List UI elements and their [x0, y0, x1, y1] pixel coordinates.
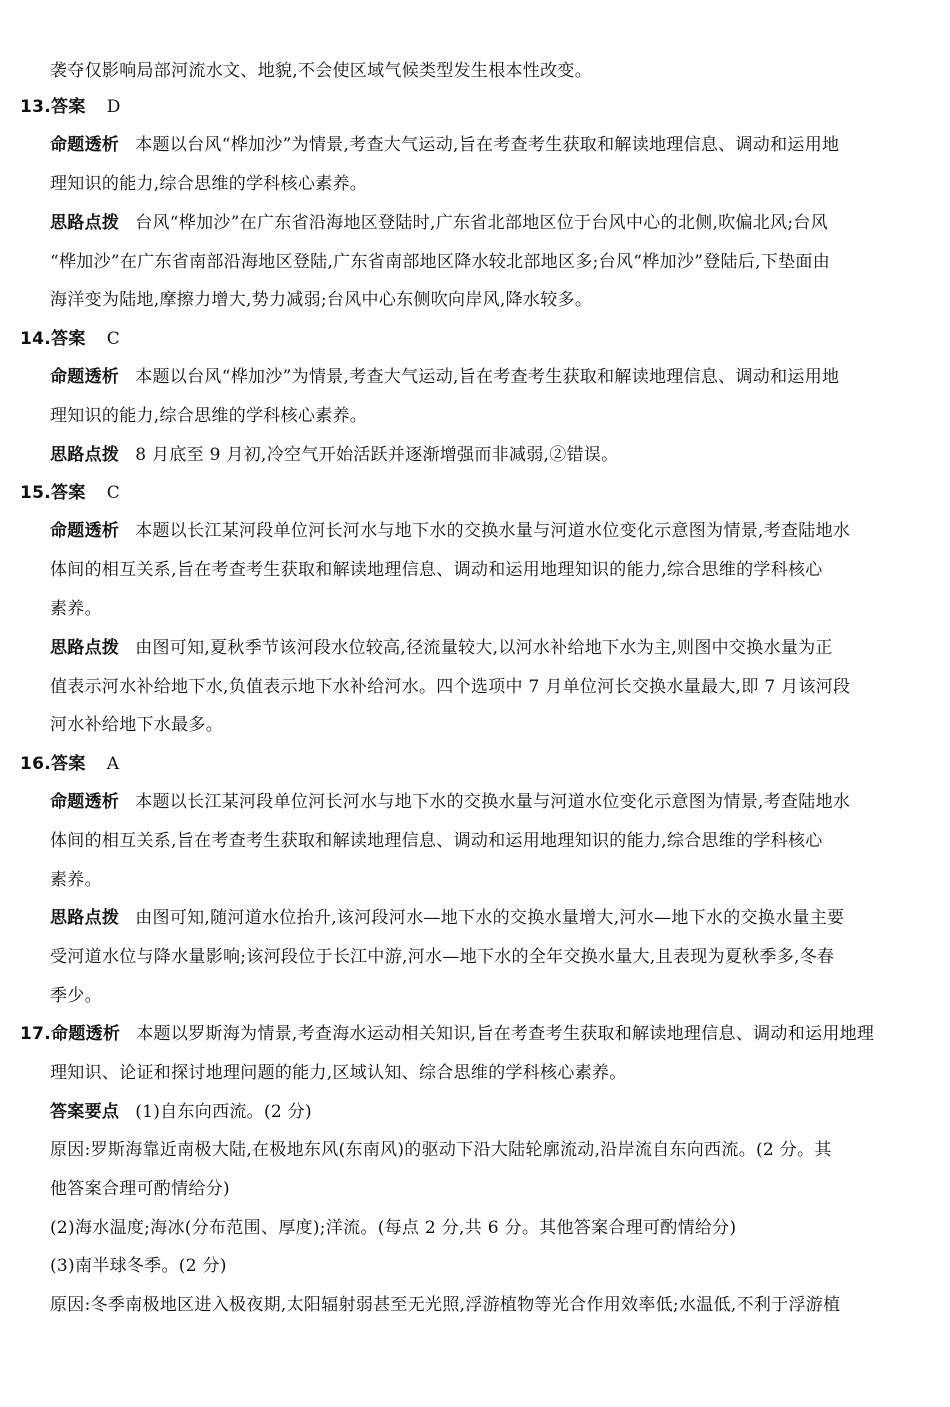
q15-thinking [50, 636, 833, 660]
text-line: 素养。 [50, 870, 102, 890]
q14-answer-label: 答案 [51, 329, 86, 349]
q14-thinking-text: 8 月底至 9 月初,冷空气开始活跃并逐渐增强而非减弱,②错误。 [135, 445, 619, 465]
text-line: 海洋变为陆地,摩擦力增大,势力减弱;台风中心东侧吹向岸风,降水较多。 [50, 290, 593, 310]
proposition-label: 命题透析 [50, 135, 120, 155]
q13-thinking [50, 211, 828, 235]
q16-proposition-text: 本题以长江某河段单位河长河水与地下水的交换水量与河道水位变化示意图为情景,考查陆地水 [135, 792, 851, 812]
proposition-label: 命题透析 [50, 367, 120, 387]
text-line: 原因:冬季南极地区进入极夜期,太阳辐射弱甚至无光照,浮游植物等光合作用效率低;水温低,不利于浮游植 [50, 1295, 841, 1315]
answer-points-label: 答案要点 [50, 1102, 120, 1122]
q15-number: 15. [20, 483, 52, 503]
q16-number: 16. [20, 754, 52, 774]
q17-number: 17. [20, 1024, 52, 1044]
q14-proposition-text: 本题以台风“桦加沙”为情景,考查大气运动,旨在考查考生获取和解读地理信息、调动和运用地 [135, 367, 840, 387]
q15-answer-label: 答案 [51, 483, 86, 503]
proposition-label: 命题透析 [50, 792, 120, 812]
q13-thinking-text: 台风“桦加沙”在广东省沿海地区登陆时,广东省北部地区位于台风中心的北侧,吹偏北风;台风 [135, 213, 829, 233]
text-line: (2)海水温度;海冰(分布范围、厚度);洋流。(每点 2 分,共 6 分。其他答案合理可酌情给分) [50, 1218, 737, 1238]
text-line: 体间的相互关系,旨在考查考生获取和解读地理信息、调动和运用地理知识的能力,综合思维的学科核心 [50, 560, 823, 580]
q14-proposition [50, 365, 839, 389]
proposition-label: 命题透析 [51, 1024, 121, 1044]
text-line: 袭夺仅影响局部河流水文、地貌,不会使区域气候类型发生根本性改变。 [50, 61, 593, 81]
text-line: 值表示河水补给地下水,负值表示地下水补给河水。四个选项中 7 月单位河长交换水量最大,即 7 月该河段 [50, 677, 851, 697]
q16-proposition [50, 790, 850, 814]
q13-answer-row [20, 95, 121, 119]
thinking-label: 思路点拨 [50, 445, 120, 465]
q14-number: 14. [20, 329, 52, 349]
q16-thinking [50, 906, 844, 930]
q15-answer-row [20, 481, 120, 505]
q14-thinking [50, 443, 618, 467]
q17-answer-points [50, 1100, 312, 1124]
text-line: 素养。 [50, 599, 102, 619]
q16-answer-row [20, 752, 119, 776]
text-line: 河水补给地下水最多。 [50, 715, 223, 735]
q13-answer-value: D [106, 97, 121, 117]
text-line: 原因:罗斯海靠近南极大陆,在极地东风(东南风)的驱动下沿大陆轮廓流动,沿岸流自东向西流。(2 分。其 [50, 1140, 832, 1160]
text-line: 他答案合理可酌情给分) [50, 1179, 230, 1199]
q17-proposition [20, 1022, 874, 1046]
q16-answer-value: A [106, 754, 120, 774]
q16-thinking-text: 由图可知,随河道水位抬升,该河段河水—地下水的交换水量增大,河水—地下水的交换水量主要 [135, 908, 845, 928]
q14-answer-value: C [106, 329, 121, 349]
q15-proposition [50, 519, 850, 543]
q13-answer-label: 答案 [51, 97, 86, 117]
text-line: 受河道水位与降水量影响;该河段位于长江中游,河水—地下水的全年交换水量大,且表现为夏秋季多,冬春 [50, 947, 835, 967]
text-line: 理知识的能力,综合思维的学科核心素养。 [50, 174, 368, 194]
q13-proposition-text: 本题以台风“桦加沙”为情景,考查大气运动,旨在考查考生获取和解读地理信息、调动和运用地 [135, 135, 840, 155]
q13-proposition [50, 133, 839, 157]
text-line: 理知识的能力,综合思维的学科核心素养。 [50, 406, 368, 426]
q17-proposition-text: 本题以罗斯海为情景,考查海水运动相关知识,旨在考查考生获取和解读地理信息、调动和运用地理 [136, 1024, 875, 1044]
text-line: (3)南半球冬季。(2 分) [50, 1256, 227, 1276]
text-line: 理知识、论证和探讨地理问题的能力,区域认知、综合思维的学科核心素养。 [50, 1063, 627, 1083]
q13-number: 13. [20, 97, 52, 117]
q15-proposition-text: 本题以长江某河段单位河长河水与地下水的交换水量与河道水位变化示意图为情景,考查陆地水 [135, 521, 851, 541]
text-line: 体间的相互关系,旨在考查考生获取和解读地理信息、调动和运用地理知识的能力,综合思维的学科核心 [50, 831, 823, 851]
q16-answer-label: 答案 [51, 754, 86, 774]
q15-thinking-text: 由图可知,夏秋季节该河段水位较高,径流量较大,以河水补给地下水为主,则图中交换水量为正 [135, 638, 833, 658]
thinking-label: 思路点拨 [50, 213, 120, 233]
q17-answer-1: (1)自东向西流。(2 分) [135, 1102, 312, 1122]
q15-answer-value: C [106, 483, 121, 503]
text-line: 季少。 [50, 986, 102, 1006]
q14-answer-row [20, 327, 120, 351]
proposition-label: 命题透析 [50, 521, 120, 541]
thinking-label: 思路点拨 [50, 908, 120, 928]
text-line: “桦加沙”在广东省南部沿海地区登陆,广东省南部地区降水较北部地区多;台风“桦加沙”登陆后,下垫面由 [50, 252, 830, 272]
thinking-label: 思路点拨 [50, 638, 120, 658]
